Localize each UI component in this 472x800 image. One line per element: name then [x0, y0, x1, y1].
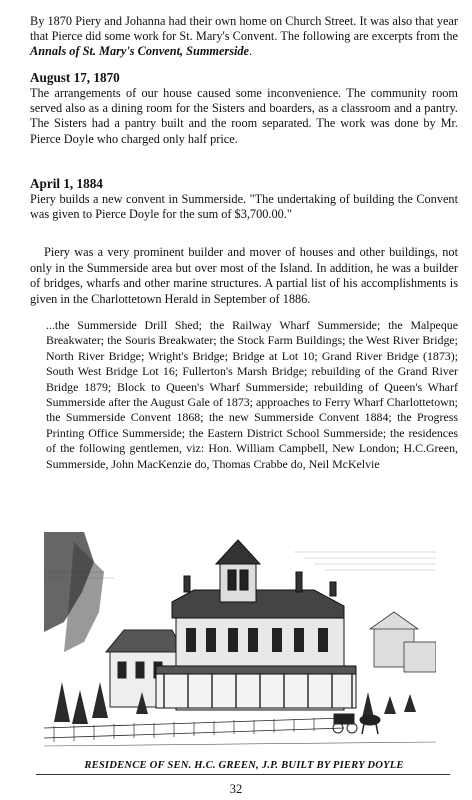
intro-text-after: . — [249, 44, 253, 59]
entry-text: The arrangements of our house caused some inconvenience. The community room served also as a dining room for the Sisters and boarders, as a classroom and a pantry. The Sisters had a pantry built and the room separated. The work was done by Mr. Pierce Doyle who charged only half price. — [30, 86, 458, 146]
entry-date: April 1, 1884 — [30, 176, 103, 191]
entry-date: August 17, 1870 — [30, 70, 120, 85]
entry-text: Piery builds a new convent in Summerside. "The undertaking of building the Convent was given to Pierce Doyle for the sum of $3,700.00." — [30, 192, 458, 222]
intro-text-before: By 1870 Piery and Johanna had their own home on Church Street. It was also that year that Pierce did some work for St. Mary's Convent. The following are excerpts from the — [30, 14, 458, 44]
builder-paragraph: Piery was a very prominent builder and mover of houses and other buildings, not only in the Summerside area but over most of the Island. In addition, he was a builder of bridges, wharfs and other marine structures. A partial list of his accomplishments is given in the Charlottetown Herald in September of 1886. — [30, 245, 458, 306]
house-engraving — [44, 532, 436, 756]
intro-paragraph — [30, 14, 458, 60]
accomplishments-quote: ...the Summerside Drill Shed; the Railway Wharf Summerside; the Malpeque Breakwater; the Souris Breakwater; the Stock Farm Buildings; the West River Bridge; North River Bridge; Wright's Bridge; Bridge at Lot 10; Grand River Bridge (1873); South West Bridge Lot 16; Fullerton's Marsh Bridge; rebuilding of the Grand River Bridge 1879; Block to Queen's Wharf Summerside; rebuilding of Queen's Wharf Summerside after the August Gale of 1873; approaches to Ferry Wharf Charlottetown; the Summerside Convent 1868; the new Summerside Convent 1884; the Progress Printing Office Summerside; the Eastern District School Summerside; the residences of the following gentlemen, viz: Hon. William Campbell, New London; H.C.Green, Summerside, John MacKenzie do, Thomas Crabbe do, Neil McKelvie — [46, 318, 458, 471]
residence-illustration — [44, 532, 436, 756]
figure-caption: RESIDENCE OF SEN. H.C. GREEN, J.P. BUILT BY PIERY DOYLE — [84, 760, 404, 771]
annal-entry-1884 — [30, 176, 458, 222]
caption-rule — [36, 774, 450, 775]
annal-entry-1870 — [30, 70, 458, 147]
page-number: 32 — [229, 782, 243, 796]
book-title: Annals of St. Mary's Convent, Summerside — [30, 44, 249, 59]
